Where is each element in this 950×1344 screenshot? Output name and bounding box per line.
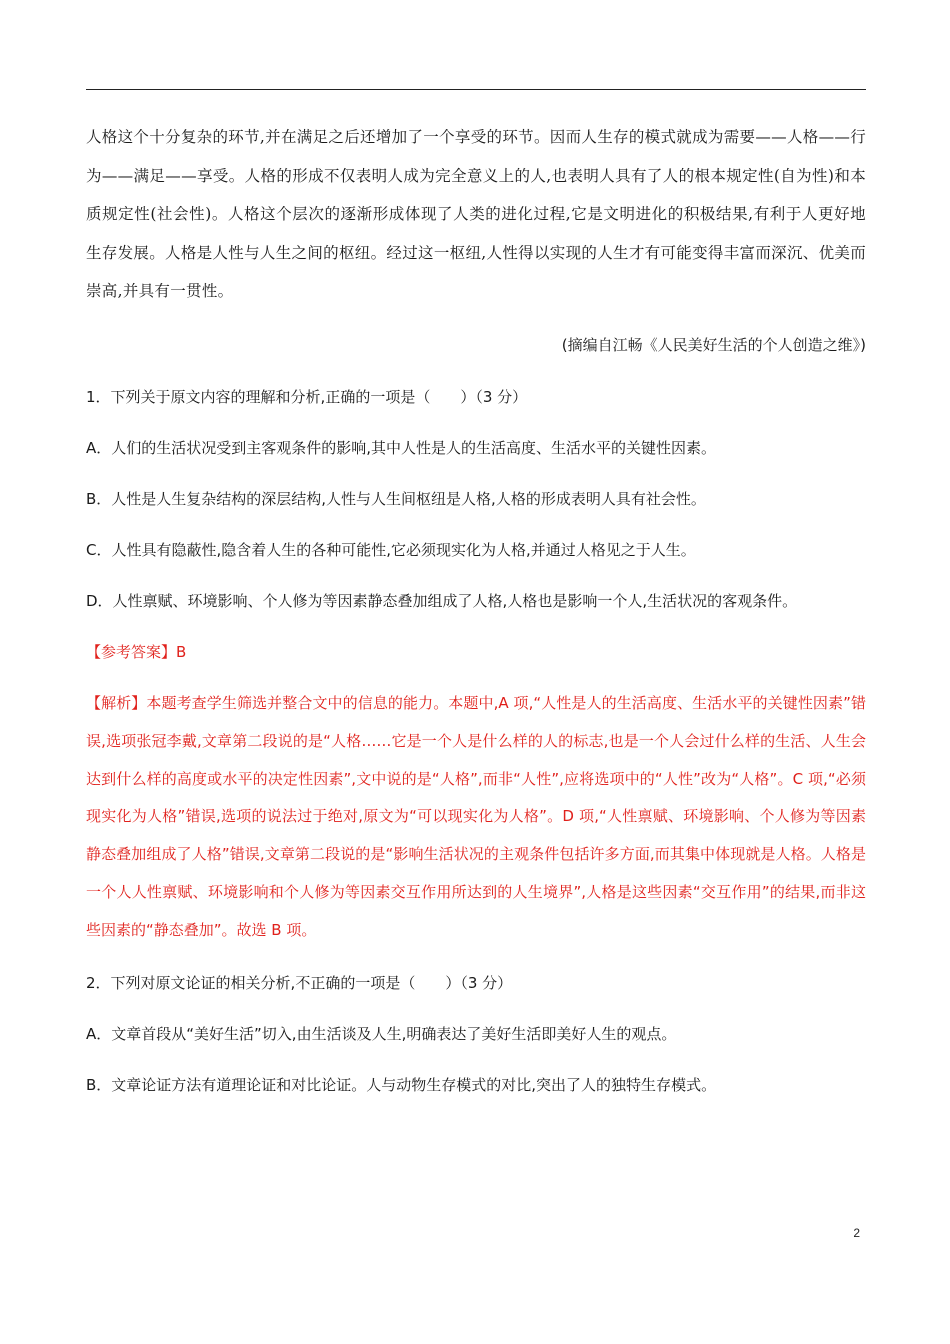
question-1-option-b: B．人性是人生复杂结构的深层结构,人性与人生间枢纽是人格,人格的形成表明人具有社会性。 [86, 489, 706, 508]
answer-value: B [176, 642, 187, 661]
question-1-stem: 1．下列关于原文内容的理解和分析,正确的一项是（ ）（3 分） [86, 387, 528, 406]
question-2-option-a: A．文章首段从“美好生活”切入,由生活谈及人生,明确表达了美好生活即美好人生的观点。 [86, 1024, 677, 1043]
passage-source: (摘编自江畅《人民美好生活的个人创造之维》) [561, 335, 866, 354]
question-2-stem: 2．下列对原文论证的相关分析,不正确的一项是（ ）（3 分） [86, 973, 513, 992]
analysis-label: 【解析】 [86, 693, 147, 712]
answer-label: 【参考答案】 [86, 642, 177, 661]
analysis-text: 本题考查学生筛选并整合文中的信息的能力。本题中,A 项,“人性是人的生活高度、生活水平的关键性因素”错误,选项张冠李戴,文章第二段说的是“人格……它是一个人是什么样的人的标志,也是一个人会过什么样的生活、人生会达到什么样的高度或水平的决定性因素”,文中说的是“人格”,而非“人性”,应将选项中的“人性”改为“人格”。C 项,“必须现实化为人格”错误,选项的说法过于绝对,原文为“可以现实化为人格”。D 项,“人性禀赋、环境影响、个人修为等因素静态叠加组成了人格”错误,文章第二段说的是“影响生活状况的主观条件包括许多方面,而其集中体现就是人格。人格是一个人人性禀赋、环境影响和个人修为等因素交互作用所达到的人生境界”,人格是这些因素“交互作用”的结果,而非这些因素的“静态叠加”。故选 B 项。 [86, 693, 866, 939]
question-1-option-c: C．人性具有隐蔽性,隐含着人生的各种可能性,它必须现实化为人格,并通过人格见之于人生。 [86, 540, 696, 559]
page-content [86, 118, 866, 1103]
page-number: 2 [853, 1226, 860, 1240]
question-1-answer [86, 634, 866, 670]
header-rule [86, 89, 866, 90]
question-2-option-b: B．文章论证方法有道理论证和对比论证。人与动物生存模式的对比,突出了人的独特生存模式。 [86, 1075, 717, 1094]
question-1-option-d: D．人性禀赋、环境影响、个人修为等因素静态叠加组成了人格,人格也是影响一个人,生活状况的客观条件。 [86, 591, 798, 610]
passage-paragraph: 人格这个十分复杂的环节,并在满足之后还增加了一个享受的环节。因而人生存的模式就成为需要——人格——行为——满足——享受。人格的形成不仅表明人成为完全意义上的人,也表明人具有了人的根本规定性(自为性)和本质规定性(社会性)。人格这个层次的逐渐形成体现了人类的进化过程,它是文明进化的积极结果,有利于人更好地生存发展。人格是人性与人生之间的枢纽。经过这一枢纽,人性得以实现的人生才有可能变得丰富而深沉、优美而崇高,并具有一贯性。 [86, 128, 866, 301]
question-1-analysis [86, 685, 866, 950]
question-1-option-a: A．人们的生活状况受到主客观条件的影响,其中人性是人的生活高度、生活水平的关键性因素。 [86, 438, 717, 457]
